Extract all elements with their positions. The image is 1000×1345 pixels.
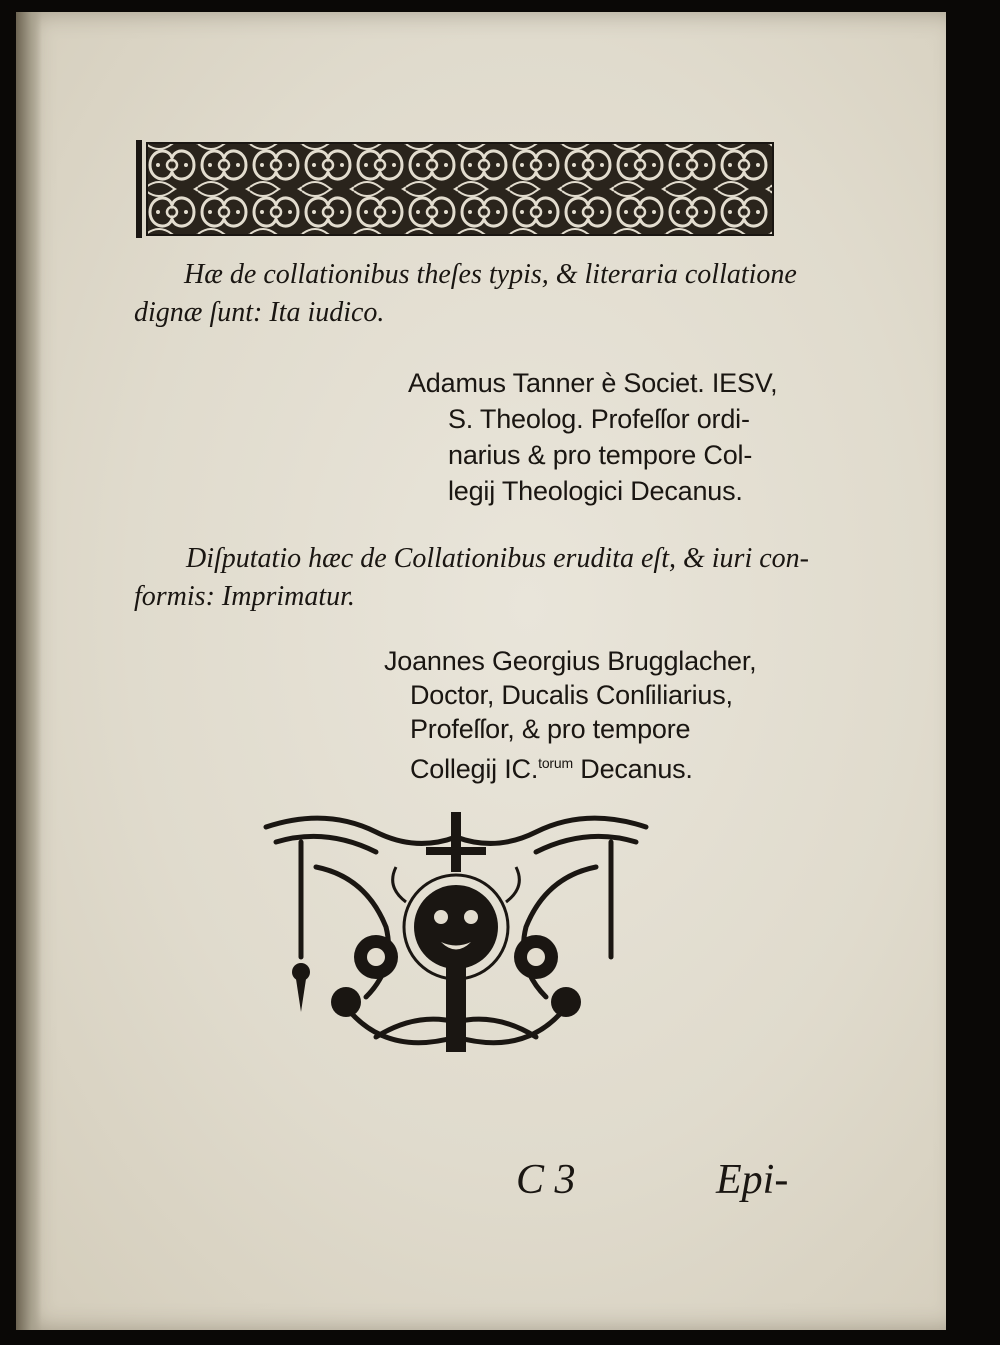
signature-1-line-1: Adamus Tanner è Societ. IESV,: [408, 368, 778, 398]
signature-2-line-4: [410, 746, 693, 786]
signature-2-line-2: Doctor, Ducalis Conſiliarius,: [410, 680, 733, 710]
signature-2-superscript: torum: [538, 755, 573, 771]
approval-1-line-1: Hæ de collationibus theſes typis, & literaria collatione: [184, 259, 797, 290]
approval-2-line-1: Diſputatio hæc de Collationibus erudita eſt, & iuri con-: [186, 543, 809, 574]
signature-1-line-2: S. Theolog. Profeſſor ordi-: [448, 404, 750, 434]
signature-1-line-3: narius & pro tempore Col-: [448, 440, 753, 470]
tailpiece-ornament: [256, 807, 656, 1067]
signature-2-line-4-end: Decanus.: [580, 754, 693, 784]
signature-1-line-4: legij Theologici Decanus.: [448, 476, 743, 506]
signature-2-line-3: Profeſſor, & pro tempore: [410, 714, 691, 744]
approval-1-line-2: dignæ ſunt: Ita iudico.: [134, 297, 385, 328]
signature-2-line-1: Joannes Georgius Brugglacher,: [384, 646, 757, 676]
signature-mark: C 3: [516, 1157, 576, 1203]
signature-2-line-4-start: Collegij IC.: [410, 754, 539, 784]
approval-2-line-2: formis: Imprimatur.: [134, 581, 355, 612]
page-gutter-shadow: [16, 12, 42, 1330]
headpiece-rule: [136, 140, 142, 238]
book-page: [16, 12, 946, 1330]
headpiece-ornament: [146, 142, 774, 236]
catchword: Epi-: [716, 1157, 789, 1203]
